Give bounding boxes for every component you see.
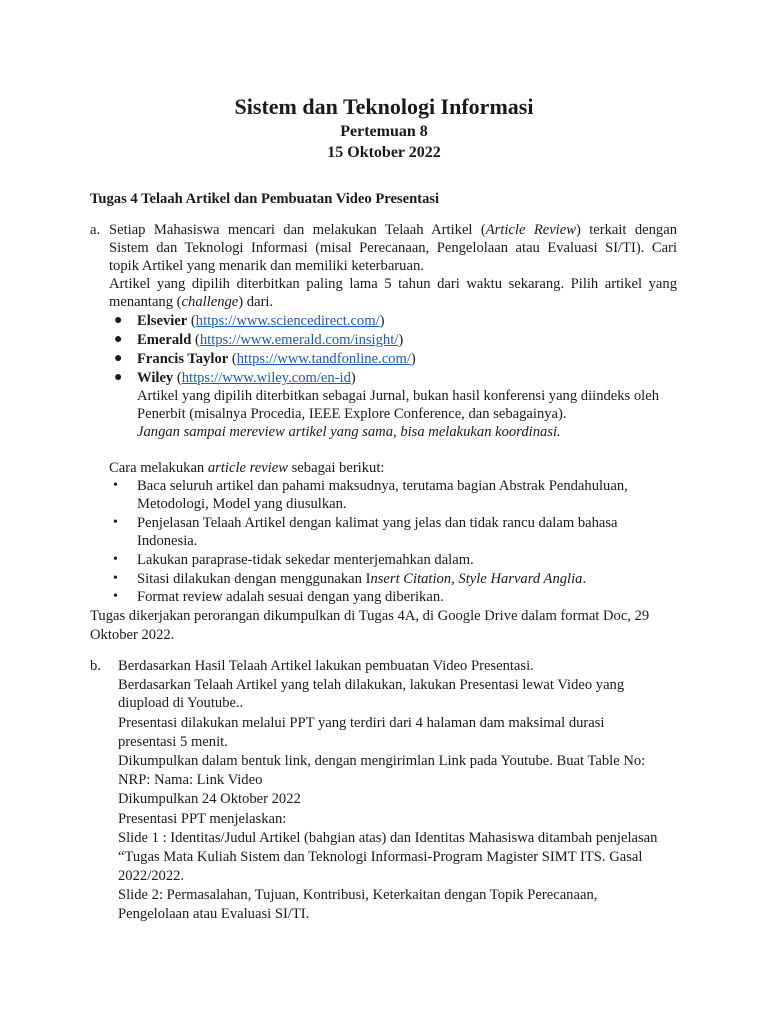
bullet-icon: ●: [114, 332, 123, 347]
section-b-line: NRP: Nama: Link Video: [118, 772, 263, 788]
bullet-icon: ●: [114, 370, 123, 385]
section-a-line-4: Artikel yang dipilih diterbitkan paling lama 5 tahun dari waktu sekarang. Pilih artikel yang: [109, 276, 677, 292]
section-a-line-3: topik Artikel yang menarik dan memiliki keterbaruan.: [109, 258, 424, 274]
bullet-icon: ●: [114, 351, 123, 366]
publisher-wiley: Wiley (https://www.wiley.com/en-id): [137, 370, 356, 386]
section-a-line-2: Sistem dan Teknologi Informasi (misal Perecanaan, Pengelolaan atau Evaluasi SI/TI). Cari: [109, 240, 677, 256]
section-b-marker: b.: [90, 658, 101, 674]
section-b-line: Slide 1 : Identitas/Judul Artikel (bahgian atas) dan Identitas Mahasiswa ditambah penjelasan: [118, 830, 658, 846]
step-1-line-1: Baca seluruh artikel dan pahami maksudnya, terutama bagian Abstrak Pendahuluan,: [137, 478, 628, 494]
section-b-line: Pengelolaan atau Evaluasi SI/TI.: [118, 906, 310, 922]
publisher-emerald: Emerald (https://www.emerald.com/insight/): [137, 332, 404, 348]
section-b-line: diupload di Youtube..: [118, 695, 244, 711]
elsevier-link[interactable]: https://www.sciencedirect.com/: [195, 313, 380, 329]
howto-heading: Cara melakukan article review sebagai berikut:: [109, 460, 385, 476]
section-b-line: Berdasarkan Hasil Telaah Artikel lakukan pembuatan Video Presentasi.: [118, 658, 534, 674]
section-b-line: Presentasi dilakukan melalui PPT yang terdiri dari 4 halaman dam maksimal durasi: [118, 715, 605, 731]
deadline-line-1: Tugas dikerjakan perorangan dikumpulkan di Tugas 4A, di Google Drive dalam format Doc, 29: [90, 608, 650, 624]
bullet-icon: •: [113, 478, 118, 493]
emerald-link[interactable]: https://www.emerald.com/insight/: [199, 332, 399, 348]
section-b-line: 2022/2022.: [118, 868, 185, 884]
note-line-2: Penerbit (misalnya Procedia, IEEE Explore Conference, dan sebagainya).: [137, 406, 567, 422]
document-title: Sistem dan Teknologi Informasi: [234, 94, 534, 119]
section-b-line: presentasi 5 menit.: [118, 734, 228, 750]
bullet-icon: •: [113, 552, 118, 567]
step-5: Format review adalah sesuai dengan yang diberikan.: [137, 589, 444, 605]
bullet-icon: •: [113, 515, 118, 530]
section-b-line: Dikumpulkan dalam bentuk link, dengan mengirimlan Link pada Youtube. Buat Table No:: [118, 753, 646, 769]
task-heading: Tugas 4 Telaah Artikel dan Pembuatan Video Presentasi: [90, 191, 440, 207]
tandfonline-link[interactable]: https://www.tandfonline.com/: [236, 351, 411, 367]
bullet-icon: •: [113, 571, 118, 586]
section-b-line: Dikumpulkan 24 Oktober 2022: [118, 791, 301, 807]
step-1-line-2: Metodologi, Model yang diusulkan.: [137, 496, 347, 512]
section-a-line-1: Setiap Mahasiswa mencari dan melakukan Telaah Artikel (Article Review) terkait dengan: [109, 222, 677, 238]
section-b-line: “Tugas Mata Kuliah Sistem dan Teknologi Informasi-Program Magister SIMT ITS. Gasal: [118, 849, 643, 865]
section-b-line: Slide 2: Permasalahan, Tujuan, Kontribusi, Keterkaitan dengan Topik Perecanaan,: [118, 887, 598, 903]
step-3: Lakukan paraprase-tidak sekedar menterjemahkan dalam.: [137, 552, 474, 568]
note-line-3: Jangan sampai mereview artikel yang sama, bisa melakukan koordinasi.: [137, 424, 561, 440]
bullet-icon: •: [113, 589, 118, 604]
publisher-francis-taylor: Francis Taylor (https://www.tandfonline.com/): [137, 351, 416, 367]
section-b-line: Presentasi PPT menjelaskan:: [118, 811, 287, 827]
section-a-line-5: menantang (challenge) dari.: [109, 294, 274, 310]
wiley-link[interactable]: https://www.wiley.com/en-id: [181, 370, 351, 386]
step-2-line-2: Indonesia.: [137, 533, 198, 549]
publisher-elsevier: Elsevier (https://www.sciencedirect.com/): [137, 313, 385, 329]
deadline-line-2: Oktober 2022.: [90, 627, 175, 643]
section-a-marker: a.: [90, 222, 101, 238]
section-b-line: Berdasarkan Telaah Artikel yang telah dilakukan, lakukan Presentasi lewat Video yang: [118, 677, 625, 693]
meeting-number: Pertemuan 8: [340, 123, 428, 140]
document-date: 15 Oktober 2022: [327, 144, 441, 161]
step-4: Sitasi dilakukan dengan menggunakan Insert Citation, Style Harvard Anglia.: [137, 571, 587, 587]
bullet-icon: ●: [114, 313, 123, 328]
note-line-1: Artikel yang dipilih diterbitkan sebagai Jurnal, bukan hasil konferensi yang diindeks oleh: [137, 388, 660, 404]
step-2-line-1: Penjelasan Telaah Artikel dengan kalimat yang jelas dan tidak rancu dalam bahasa: [137, 515, 618, 531]
